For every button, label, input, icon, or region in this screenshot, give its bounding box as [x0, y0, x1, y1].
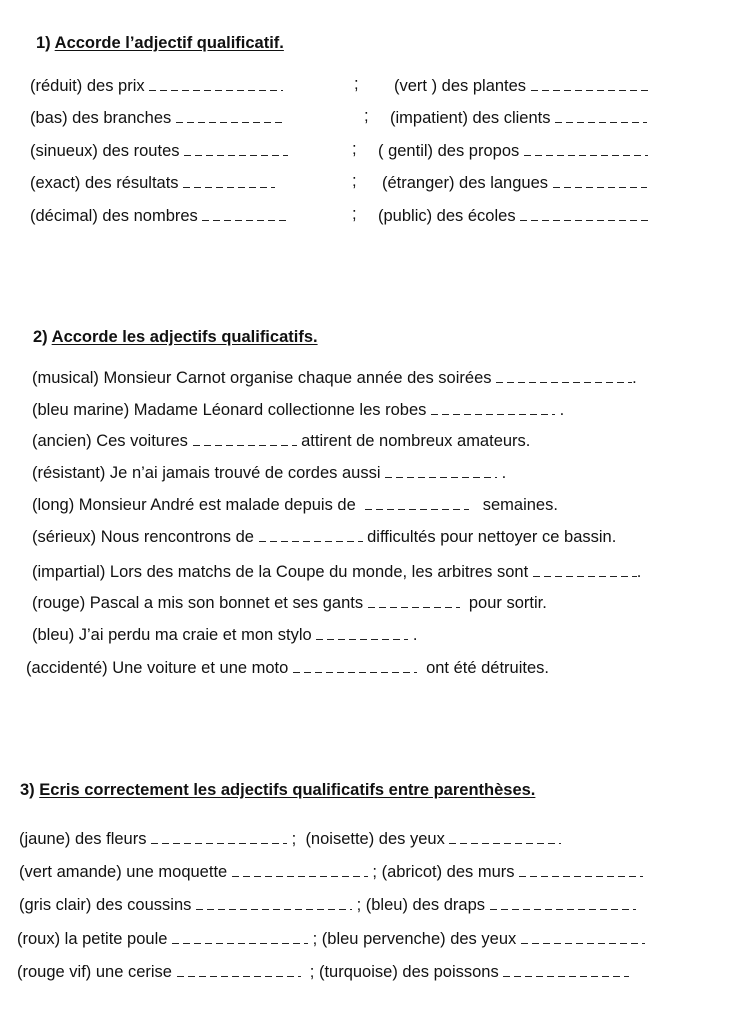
- separator: ;: [354, 75, 359, 93]
- exercise-3-heading: Ecris correctement les adjectifs qualificatifs entre parenthèses.: [39, 781, 536, 799]
- answer-blank[interactable]: [316, 626, 408, 640]
- ex3-row: (gris clair) des coussins ; (bleu) des draps: [19, 894, 636, 916]
- ex2-sentence: (long) Monsieur André est malade depuis de semaines.: [32, 496, 558, 514]
- ex3-row: (rouge vif) une cerise ; (turquoise) des poissons: [17, 961, 629, 983]
- answer-blank[interactable]: [202, 207, 286, 221]
- exercise-1-title: [36, 34, 284, 53]
- answer-blank[interactable]: [176, 109, 286, 123]
- answer-blank[interactable]: [519, 863, 643, 877]
- answer-blank[interactable]: [431, 401, 555, 415]
- exercise-2-title: [33, 328, 318, 347]
- exercise-1-heading: Accorde l’adjectif qualificatif.: [54, 34, 284, 52]
- answer-blank[interactable]: [503, 963, 629, 977]
- ex2-sentence: (rouge) Pascal a mis son bonnet et ses gants pour sortir.: [32, 594, 547, 612]
- separator: ;: [352, 172, 357, 190]
- answer-blank[interactable]: [449, 830, 561, 844]
- separator: ;: [352, 140, 357, 158]
- answer-blank[interactable]: [553, 174, 647, 188]
- answer-blank[interactable]: [293, 659, 417, 673]
- answer-blank[interactable]: [196, 896, 352, 910]
- answer-blank[interactable]: [151, 830, 287, 844]
- answer-blank[interactable]: [524, 142, 648, 156]
- ex1-left-item: (sinueux) des routes: [30, 140, 288, 162]
- answer-blank[interactable]: [184, 142, 288, 156]
- exercise-2-heading: Accorde les adjectifs qualificatifs.: [51, 328, 318, 346]
- exercise-1-number: 1): [36, 34, 51, 52]
- answer-blank[interactable]: [496, 369, 632, 383]
- ex1-left-item: (exact) des résultats: [30, 172, 275, 194]
- answer-blank[interactable]: [490, 896, 636, 910]
- ex1-right-item: ( gentil) des propos: [378, 140, 648, 162]
- ex2-sentence: (musical) Monsieur Carnot organise chaque année des soirées .: [32, 369, 637, 387]
- answer-blank[interactable]: [385, 464, 497, 478]
- ex1-left-item: (décimal) des nombres: [30, 205, 286, 227]
- answer-blank[interactable]: [531, 77, 649, 91]
- exercise-3-title: [20, 781, 535, 800]
- ex1-left-item: (bas) des branches: [30, 107, 286, 129]
- ex2-sentence: (résistant) Je n’ai jamais trouvé de cordes aussi .: [32, 464, 507, 482]
- answer-blank[interactable]: [365, 496, 469, 510]
- answer-blank[interactable]: [521, 930, 645, 944]
- ex3-row: (roux) la petite poule ; (bleu pervenche) des yeux: [17, 928, 645, 950]
- ex1-left-item: (réduit) des prix: [30, 75, 283, 97]
- answer-blank[interactable]: [555, 109, 647, 123]
- answer-blank[interactable]: [232, 863, 368, 877]
- ex2-sentence: (bleu marine) Madame Léonard collectionne les robes .: [32, 401, 565, 419]
- exercise-3-number: 3): [20, 781, 35, 799]
- answer-blank[interactable]: [533, 563, 637, 577]
- ex2-sentence: (sérieux) Nous rencontrons de difficultés pour nettoyer ce bassin.: [32, 528, 617, 546]
- ex1-right-item: (étranger) des langues: [382, 172, 647, 194]
- answer-blank[interactable]: [183, 174, 275, 188]
- exercise-2-number: 2): [33, 328, 48, 346]
- ex2-sentence: (impartial) Lors des matchs de la Coupe du monde, les arbitres sont .: [32, 563, 642, 581]
- answer-blank[interactable]: [368, 594, 460, 608]
- ex2-sentence: (bleu) J’ai perdu ma craie et mon stylo .: [32, 626, 418, 644]
- ex1-right-item: (vert ) des plantes: [394, 75, 649, 97]
- separator: ;: [364, 107, 369, 125]
- ex3-row: (vert amande) une moquette ; (abricot) des murs: [19, 861, 643, 883]
- answer-blank[interactable]: [177, 963, 301, 977]
- ex2-sentence: (ancien) Ces voitures attirent de nombreux amateurs.: [32, 432, 531, 450]
- answer-blank[interactable]: [259, 528, 363, 542]
- separator: ;: [352, 205, 357, 223]
- ex3-row: (jaune) des fleurs ; (noisette) des yeux: [19, 828, 561, 850]
- ex1-right-item: (public) des écoles: [378, 205, 652, 227]
- answer-blank[interactable]: [149, 77, 283, 91]
- answer-blank[interactable]: [172, 930, 308, 944]
- answer-blank[interactable]: [193, 432, 297, 446]
- ex2-sentence: (accidenté) Une voiture et une moto ont été détruites.: [26, 659, 549, 677]
- ex1-right-item: (impatient) des clients: [390, 107, 647, 129]
- answer-blank[interactable]: [520, 207, 652, 221]
